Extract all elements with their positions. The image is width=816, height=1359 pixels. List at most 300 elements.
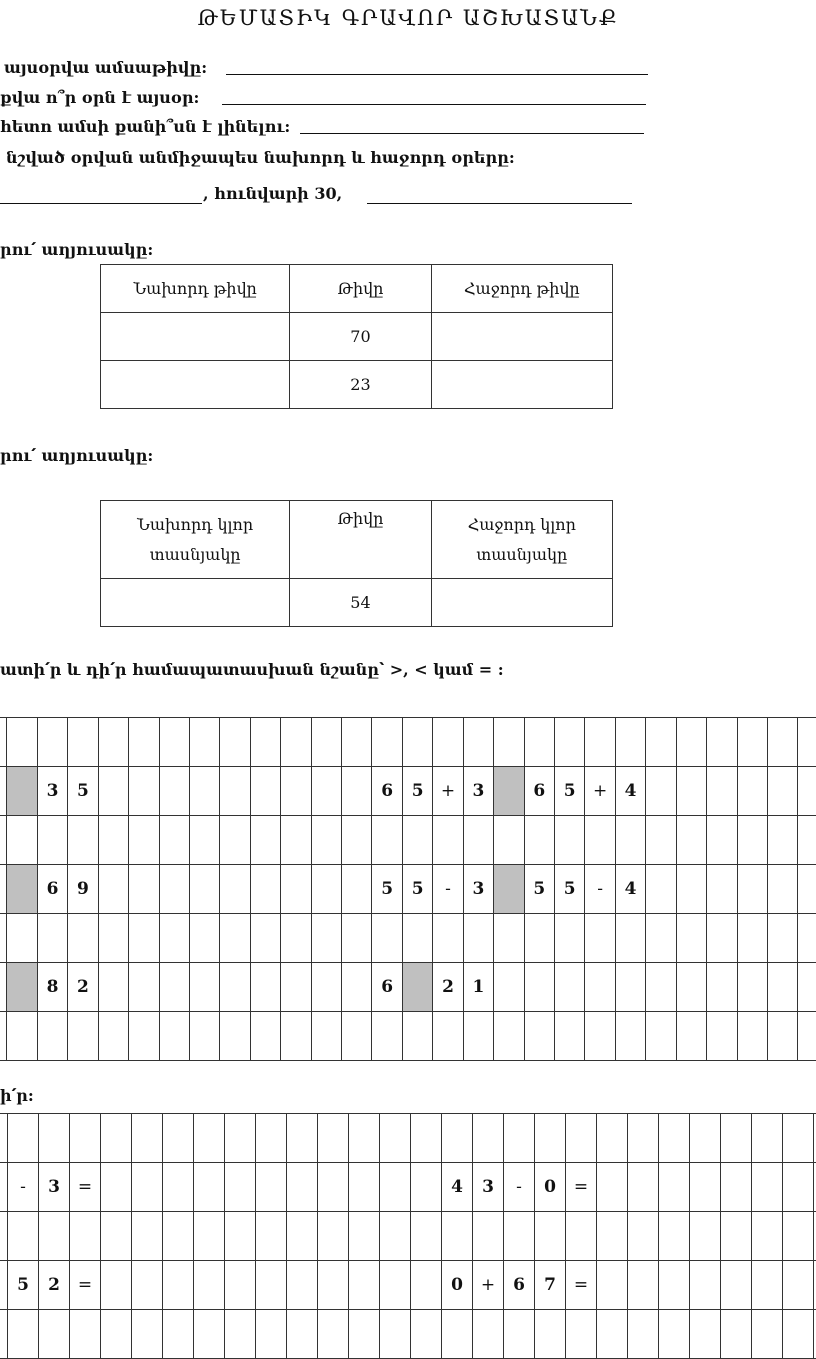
grid-cell[interactable] [380,1212,411,1261]
grid-cell[interactable] [68,816,98,865]
grid-cell[interactable] [318,1114,349,1163]
grid-cell[interactable] [615,718,645,767]
grid-cell[interactable] [39,1212,70,1261]
grid-cell[interactable] [798,718,816,767]
grid-cell[interactable] [690,1261,721,1310]
grid-cell[interactable] [132,1310,163,1359]
grid-cell[interactable] [585,816,615,865]
grid-cell[interactable] [555,963,585,1012]
grid-cell[interactable] [798,767,816,816]
grid-cell[interactable] [37,914,67,963]
grid-cell[interactable] [798,816,816,865]
grid-cell[interactable] [250,963,280,1012]
grid-cell[interactable] [129,865,159,914]
grid-cell[interactable] [0,1114,8,1163]
grid-cell[interactable] [628,1114,659,1163]
grid-cell[interactable] [646,865,676,914]
grid-cell[interactable] [225,1310,256,1359]
grid-cell[interactable] [659,1261,690,1310]
grid-cell[interactable] [311,865,341,914]
grid-cell[interactable] [504,1114,535,1163]
grid-cell[interactable] [194,1212,225,1261]
grid-cell[interactable] [767,1012,797,1061]
grid-cell[interactable] [555,816,585,865]
grid-cell[interactable] [402,914,432,963]
grid-cell[interactable] [737,767,767,816]
grid-cell[interactable] [194,1114,225,1163]
grid-cell[interactable] [463,1012,493,1061]
grid-cell[interactable] [189,718,219,767]
grid-cell[interactable] [767,816,797,865]
grid-cell[interactable] [256,1163,287,1212]
grid-cell[interactable] [101,1261,132,1310]
grid-cell[interactable] [256,1261,287,1310]
comparison-box[interactable] [494,767,524,816]
grid-cell[interactable] [535,1114,566,1163]
grid-cell[interactable] [566,1310,597,1359]
grid-cell[interactable] [597,1212,628,1261]
grid-cell[interactable] [372,816,402,865]
grid-cell[interactable] [524,914,554,963]
grid-cell[interactable] [0,816,7,865]
grid-cell[interactable] [628,1310,659,1359]
grid-cell[interactable] [380,1310,411,1359]
grid-cell[interactable] [372,1012,402,1061]
grid-cell[interactable] [0,1012,7,1061]
grid-cell[interactable] [433,1012,463,1061]
grid-cell[interactable] [463,718,493,767]
grid-cell[interactable] [767,865,797,914]
grid-cell[interactable] [101,1114,132,1163]
grid-cell[interactable] [132,1114,163,1163]
grid-cell[interactable] [342,963,372,1012]
grid-cell[interactable] [659,1212,690,1261]
grid-cell[interactable] [37,718,67,767]
grid-cell[interactable] [597,1261,628,1310]
grid-cell[interactable] [585,963,615,1012]
grid-cell-value: - [8,1163,39,1212]
grid-cell[interactable] [349,1114,380,1163]
grid-cell[interactable] [256,1212,287,1261]
grid-cell[interactable] [256,1114,287,1163]
grid-cell[interactable] [98,963,128,1012]
grid-cell[interactable] [380,1261,411,1310]
grid-cell[interactable] [132,1212,163,1261]
grid-cell[interactable] [402,718,432,767]
comparison-box[interactable] [7,767,37,816]
grid-cell[interactable] [628,1163,659,1212]
grid-cell[interactable] [463,914,493,963]
answer-line-3[interactable] [300,133,644,134]
grid-cell[interactable] [555,718,585,767]
grid-cell[interactable] [98,914,128,963]
grid-cell[interactable] [163,1310,194,1359]
answer-line-2[interactable] [222,104,646,105]
grid-cell[interactable] [737,816,767,865]
grid-cell[interactable] [0,1212,8,1261]
grid-cell[interactable] [342,1012,372,1061]
grid-cell[interactable] [189,865,219,914]
grid-cell[interactable] [783,1114,814,1163]
grid-cell[interactable] [129,1012,159,1061]
grid-cell[interactable] [798,914,816,963]
grid-cell[interactable] [342,865,372,914]
grid-cell[interactable] [159,767,189,816]
grid-cell[interactable] [8,1310,39,1359]
grid-cell[interactable] [250,816,280,865]
grid-cell[interactable] [281,718,311,767]
grid-cell[interactable] [318,1212,349,1261]
grid-cell[interactable] [798,1012,816,1061]
grid-cell[interactable] [646,1012,676,1061]
grid-cell[interactable] [597,1310,628,1359]
cell-next[interactable] [431,361,612,409]
grid-cell[interactable] [737,914,767,963]
grid-cell[interactable] [220,914,250,963]
grid-cell[interactable] [676,865,706,914]
grid-cell[interactable] [473,1212,504,1261]
grid-cell[interactable] [318,1163,349,1212]
grid-cell[interactable] [402,1012,432,1061]
grid-cell[interactable] [411,1261,442,1310]
grid-cell[interactable] [8,1114,39,1163]
grid-cell[interactable] [380,1163,411,1212]
grid-cell[interactable] [132,1163,163,1212]
grid-cell[interactable] [411,1310,442,1359]
grid-cell[interactable] [767,914,797,963]
grid-cell[interactable] [159,963,189,1012]
grid-cell[interactable] [129,767,159,816]
grid-cell[interactable] [70,1310,101,1359]
grid-cell[interactable] [311,767,341,816]
grid-cell[interactable] [659,1114,690,1163]
grid-cell[interactable] [798,963,816,1012]
grid-cell[interactable] [615,914,645,963]
grid-cell[interactable] [281,865,311,914]
grid-cell[interactable] [707,718,737,767]
grid-cell[interactable] [220,816,250,865]
grid-cell[interactable] [68,1012,98,1061]
grid-cell[interactable] [615,816,645,865]
grid-cell[interactable] [721,1261,752,1310]
grid-cell[interactable] [646,963,676,1012]
grid-cell[interactable] [250,914,280,963]
grid-cell[interactable] [225,1163,256,1212]
grid-cell[interactable] [132,1261,163,1310]
grid-cell[interactable] [68,914,98,963]
grid-cell[interactable] [585,914,615,963]
grid-cell[interactable] [220,718,250,767]
grid-cell[interactable] [524,963,554,1012]
grid-cell[interactable] [311,963,341,1012]
grid-cell[interactable] [98,1012,128,1061]
grid-cell[interactable] [442,1212,473,1261]
grid-cell[interactable] [767,963,797,1012]
grid-cell[interactable] [159,914,189,963]
grid-cell[interactable] [101,1310,132,1359]
grid-cell[interactable] [646,914,676,963]
grid-cell[interactable] [287,1261,318,1310]
grid-cell[interactable] [707,914,737,963]
grid-cell[interactable] [411,1212,442,1261]
grid-cell[interactable] [311,1012,341,1061]
grid-cell[interactable] [342,914,372,963]
grid-cell[interactable] [189,767,219,816]
grid-cell[interactable] [707,865,737,914]
grid-cell[interactable] [129,914,159,963]
grid-cell[interactable] [767,718,797,767]
grid-cell[interactable] [129,718,159,767]
grid-cell[interactable] [442,1310,473,1359]
grid-cell[interactable] [7,914,37,963]
grid-cell[interactable] [37,1012,67,1061]
grid-cell[interactable] [494,816,524,865]
grid-cell[interactable] [721,1212,752,1261]
grid-cell[interactable] [7,816,37,865]
cell-previous[interactable] [101,361,290,409]
comparison-box[interactable] [494,865,524,914]
grid-cell[interactable] [566,1114,597,1163]
grid-cell[interactable] [783,1163,814,1212]
grid-cell[interactable] [535,1310,566,1359]
grid-cell[interactable] [39,1114,70,1163]
grid-cell[interactable] [281,1012,311,1061]
grid-cell[interactable] [690,1310,721,1359]
grid-cell[interactable] [281,767,311,816]
grid-cell[interactable] [225,1114,256,1163]
grid-cell[interactable] [311,718,341,767]
grid-cell[interactable] [0,914,7,963]
grid-cell[interactable] [287,1114,318,1163]
grid-cell[interactable] [433,816,463,865]
grid-cell[interactable] [737,865,767,914]
comparison-box[interactable] [402,963,432,1012]
grid-cell[interactable] [98,767,128,816]
tens-table [100,500,613,627]
grid-cell[interactable] [349,1310,380,1359]
grid-cell[interactable] [628,1261,659,1310]
grid-cell[interactable] [721,1163,752,1212]
grid-cell[interactable] [189,914,219,963]
grid-cell[interactable] [98,816,128,865]
grid-cell[interactable] [70,1114,101,1163]
grid-cell[interactable] [707,963,737,1012]
grid-cell[interactable] [690,1114,721,1163]
grid-cell[interactable] [163,1114,194,1163]
grid-cell[interactable] [524,1012,554,1061]
grid-cell[interactable] [721,1310,752,1359]
cell-previous[interactable] [101,313,290,361]
grid-cell[interactable] [494,963,524,1012]
grid-cell[interactable] [504,1212,535,1261]
grid-cell[interactable] [494,1012,524,1061]
grid-cell[interactable] [566,1212,597,1261]
grid-cell[interactable] [676,816,706,865]
grid-cell[interactable] [585,1012,615,1061]
answer-line-1[interactable] [226,74,648,75]
grid-cell[interactable] [411,1163,442,1212]
grid-cell[interactable] [615,1012,645,1061]
grid-cell[interactable] [250,767,280,816]
comparison-box[interactable] [7,865,37,914]
grid-cell[interactable] [752,1310,783,1359]
grid-cell[interactable] [752,1163,783,1212]
grid-cell[interactable] [524,816,554,865]
grid-cell[interactable] [129,816,159,865]
grid-cell[interactable] [163,1261,194,1310]
grid-cell[interactable] [676,914,706,963]
grid-cell[interactable] [342,816,372,865]
grid-cell[interactable] [39,1310,70,1359]
grid-cell[interactable] [101,1163,132,1212]
grid-cell[interactable] [473,1310,504,1359]
grid-cell[interactable] [690,1163,721,1212]
comparison-box[interactable] [7,963,37,1012]
grid-cell[interactable] [585,718,615,767]
grid-cell[interactable] [676,718,706,767]
grid-cell[interactable] [628,1212,659,1261]
grid-cell[interactable] [0,1310,8,1359]
grid-cell[interactable] [287,1163,318,1212]
grid-cell[interactable] [767,767,797,816]
grid-cell[interactable] [281,914,311,963]
grid-cell[interactable] [163,1212,194,1261]
grid-cell[interactable] [752,1261,783,1310]
grid-cell[interactable] [372,914,402,963]
answer-line-next-day[interactable] [367,203,632,204]
grid-cell[interactable] [70,1212,101,1261]
grid-cell[interactable] [494,914,524,963]
grid-cell[interactable] [659,1310,690,1359]
grid-cell[interactable] [189,816,219,865]
grid-cell[interactable] [707,1012,737,1061]
grid-cell[interactable] [159,816,189,865]
grid-cell[interactable] [707,816,737,865]
cell-previous-ten[interactable] [101,579,290,627]
grid-cell[interactable] [189,963,219,1012]
grid-cell[interactable] [220,1012,250,1061]
grid-cell[interactable] [473,1114,504,1163]
grid-cell[interactable] [494,718,524,767]
grid-cell[interactable] [342,767,372,816]
grid-cell[interactable] [287,1310,318,1359]
grid-cell[interactable] [463,816,493,865]
grid-cell[interactable] [737,1012,767,1061]
grid-cell[interactable] [194,1261,225,1310]
grid-cell[interactable] [380,1114,411,1163]
grid-cell[interactable] [7,718,37,767]
grid-cell[interactable] [98,865,128,914]
grid-cell[interactable] [798,865,816,914]
grid-cell[interactable] [37,816,67,865]
grid-cell[interactable] [721,1114,752,1163]
grid-row [0,1163,816,1212]
grid-cell[interactable] [129,963,159,1012]
grid-cell[interactable] [646,767,676,816]
grid-cell[interactable] [646,718,676,767]
grid-cell[interactable] [250,865,280,914]
grid-cell[interactable] [737,718,767,767]
grid-cell[interactable] [783,1310,814,1359]
grid-cell[interactable] [159,865,189,914]
grid-cell[interactable] [676,767,706,816]
grid-cell[interactable] [194,1163,225,1212]
answer-line-prev-day[interactable] [0,203,202,204]
grid-cell[interactable] [287,1212,318,1261]
grid-cell[interactable] [349,1212,380,1261]
grid-cell[interactable] [225,1212,256,1261]
grid-cell[interactable] [220,963,250,1012]
grid-cell[interactable] [524,718,554,767]
grid-cell[interactable] [349,1163,380,1212]
grid-cell[interactable] [98,718,128,767]
grid-cell[interactable] [7,1012,37,1061]
grid-cell[interactable] [101,1212,132,1261]
grid-cell[interactable] [676,1012,706,1061]
grid-cell[interactable] [372,718,402,767]
grid-cell[interactable] [433,718,463,767]
grid-cell[interactable] [504,1310,535,1359]
grid-cell[interactable] [535,1212,566,1261]
grid-cell[interactable] [311,816,341,865]
grid-cell[interactable] [225,1261,256,1310]
grid-cell[interactable] [659,1163,690,1212]
grid-cell[interactable] [752,1114,783,1163]
grid-cell[interactable] [402,816,432,865]
grid-cell[interactable] [159,718,189,767]
grid-cell[interactable] [646,816,676,865]
cell-next-ten[interactable] [431,579,612,627]
grid-cell[interactable] [256,1310,287,1359]
grid-cell[interactable] [597,1163,628,1212]
grid-cell[interactable] [281,816,311,865]
grid-cell[interactable] [555,914,585,963]
grid-cell[interactable] [220,767,250,816]
grid-cell[interactable] [555,1012,585,1061]
grid-cell-value: 2 [433,963,463,1012]
grid-cell[interactable] [8,1212,39,1261]
cell-next[interactable] [431,313,612,361]
grid-cell[interactable] [318,1261,349,1310]
grid-cell[interactable] [442,1114,473,1163]
grid-cell[interactable] [194,1310,225,1359]
grid-cell[interactable] [342,718,372,767]
grid-cell[interactable] [676,963,706,1012]
grid-cell[interactable] [615,963,645,1012]
grid-cell[interactable] [783,1261,814,1310]
grid-cell[interactable] [411,1114,442,1163]
grid-cell[interactable] [163,1163,194,1212]
grid-cell[interactable] [433,914,463,963]
grid-cell[interactable] [250,718,280,767]
grid-cell[interactable] [311,914,341,963]
grid-cell[interactable] [597,1114,628,1163]
grid-cell[interactable] [0,718,7,767]
grid-cell[interactable] [349,1261,380,1310]
grid-cell[interactable] [250,1012,280,1061]
grid-cell[interactable] [783,1212,814,1261]
grid-cell[interactable] [68,718,98,767]
grid-cell[interactable] [707,767,737,816]
grid-cell[interactable] [752,1212,783,1261]
grid-cell[interactable] [220,865,250,914]
grid-cell[interactable] [737,963,767,1012]
grid-cell[interactable] [159,1012,189,1061]
grid-cell[interactable] [189,1012,219,1061]
grid-cell[interactable] [318,1310,349,1359]
grid-cell[interactable] [281,963,311,1012]
grid-cell[interactable] [690,1212,721,1261]
